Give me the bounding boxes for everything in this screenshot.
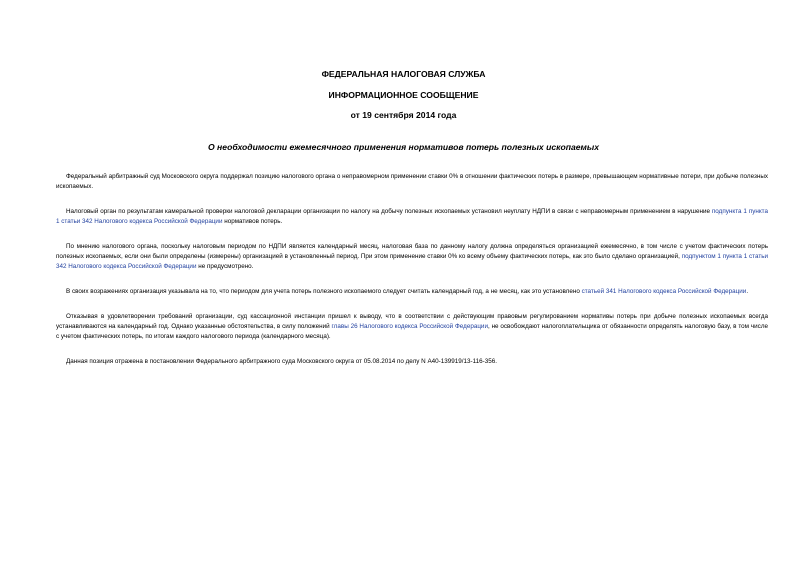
link-subparagraph-1-article-342-second[interactable]: подпунктом 1 пункта 1 статьи 342 Налогового кодекса Российской Федерации <box>56 253 768 270</box>
paragraph-2-text-end: нормативов потерь. <box>222 218 283 225</box>
paragraph-3-text-end: не предусмотрено. <box>196 263 254 270</box>
document-type-heading: ИНФОРМАЦИОННОЕ СООБЩЕНИЕ <box>328 90 479 100</box>
paragraph-3-text-start: По мнению налогового органа, поскольку налоговым периодом по НДПИ является календарный месяц, налоговая база по данному налогу должна определяться организацией ежемесячно, в том числе с учетом фактических потерь полезных ископаемых, если они были определены (измерены) организацией в установленный период. При этом применение ставки 0% ко всему объему фактических потерь, как это было сделано организацией, <box>56 243 768 260</box>
paragraph-1 <box>56 172 768 192</box>
paragraph-2 <box>56 207 768 227</box>
paragraph-1-text: Федеральный арбитражный суд Московского округа поддержал позицию налогового органа о неправомерном применении ставки 0% в отношении фактических потерь в размере, превышающем нормативные потери, при добыче полезных ископаемых. <box>56 173 768 190</box>
document-subject: О необходимости ежемесячного применения нормативов потерь полезных ископаемых <box>207 142 600 152</box>
link-subparagraph-1-article-342[interactable]: подпункта 1 пункта 1 статьи 342 Налогового кодекса Российской Федерации <box>56 208 768 225</box>
paragraph-4 <box>56 287 768 297</box>
paragraph-3 <box>56 242 768 272</box>
link-chapter-26[interactable]: главы 26 Налогового кодекса Российской Федерации <box>331 323 488 330</box>
paragraph-4-text-start: В своих возражениях организация указывала на то, что периодом для учета потерь полезного ископаемого следует считать календарный год, а не месяц, как это установлено <box>66 288 582 295</box>
document-body <box>56 172 768 367</box>
paragraph-5-text-end: , не освобождают налогоплательщика от обязанности определять налоговую базу, в том числе с учетом фактических потерь, по итогам каждого налогового периода (календарного месяца). <box>56 323 768 340</box>
document-date: от 19 сентября 2014 года <box>350 110 457 120</box>
paragraph-5-text-start: Отказывая в удовлетворении требований организации, суд кассационной инстанции пришел к выводу, что в соответствии с действующим правовым регулированием нормативы потерь при добыче полезных ископаемых всегда устанавливаются на календарный год. Однако указанные обстоятельства, в силу положений <box>56 313 768 330</box>
paragraph-5 <box>56 312 768 342</box>
paragraph-4-text-end: . <box>746 288 749 295</box>
paragraph-2-text-start: Налоговый орган по результатам камеральной проверки налоговой декларации организации по налогу на добычу полезных ископаемых установил неуплату НДПИ в связи с неправомерным применением в нарушение <box>66 208 712 215</box>
link-article-341[interactable]: статьей 341 Налогового кодекса Российской Федерации <box>581 288 747 295</box>
agency-heading: ФЕДЕРАЛЬНАЯ НАЛОГОВАЯ СЛУЖБА <box>321 69 486 79</box>
paragraph-6-text: Данная позиция отражена в постановлении Федерального арбитражного суда Московского округа от 05.08.2014 по делу N А40-139919/13-116-356. <box>66 358 498 365</box>
paragraph-6 <box>56 357 768 367</box>
